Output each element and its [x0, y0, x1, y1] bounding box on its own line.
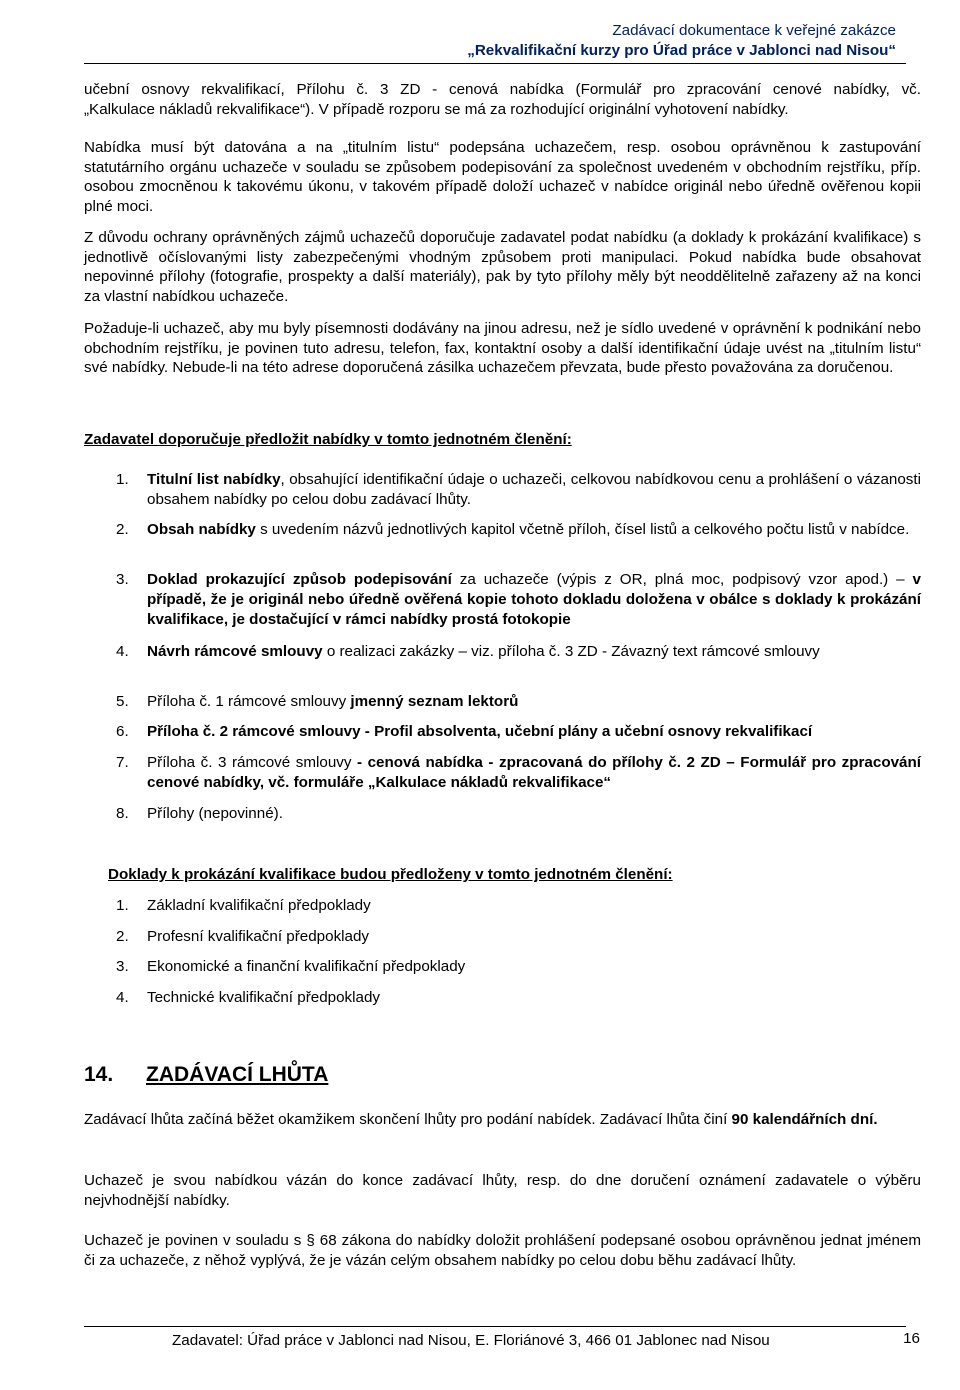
- footer-divider: [84, 1326, 906, 1327]
- paragraph-text: Z důvodu ochrany oprávněných zájmů uchazečů doporučuje zadavatel podat nabídku (a doklady k prokázání kvalifikace) s jednotlivě očíslovanými listy zabezpečenými vhodným způsobem proti manipulaci. Pokud nabídka bude obsahovat nepovinné přílohy (fotografie, prospekty a další materiály), pak by tyto přílohy měly být neoddělitelně zařazeny až na konci za vlastní nabídkou uchazeče.: [84, 229, 921, 305]
- list-number: 5.: [116, 693, 129, 710]
- list-item: [116, 642, 921, 662]
- list-bold-text: jmenný seznam lektorů: [350, 693, 519, 710]
- list-number: 1.: [116, 471, 129, 488]
- list-bold-text: Příloha č. 2 rámcové smlouvy - Profil absolventa, učební plány a učební osnovy rekvalifikací: [147, 723, 813, 740]
- paragraph-text: Uchazeč je svou nabídkou vázán do konce zadávací lhůty, resp. do dne doručení oznámení zadavatele o výběru nejvhodnější nabídky.: [84, 1172, 921, 1209]
- list-item: [116, 570, 921, 630]
- list-text: za uchazeče (výpis z OR, plná moc, podpisový vzor apod.) –: [451, 571, 913, 588]
- list-number: 8.: [116, 805, 129, 822]
- paragraph-bold-text: 90 kalendářních dní.: [731, 1111, 878, 1128]
- chapter-heading: [84, 1061, 328, 1089]
- list-text: s uvedením názvů jednotlivých kapitol včetně příloh, čísel listů a celkového počtu listů v nabídce.: [255, 521, 910, 538]
- list-text: Ekonomické a finanční kvalifikační předpoklady: [147, 958, 466, 975]
- list-bold-text: v případě, že je originál nebo úředně ověřená kopie tohoto dokladu doložena v obálce s doklady k prokázání kvalifikace, je dostačující v rámci nabídky prostá fotokopie: [147, 571, 921, 628]
- footer-text: Zadavatel: Úřad práce v Jablonci nad Nisou, E. Floriánové 3, 466 01 Jablonec nad Nisou: [172, 1332, 770, 1349]
- paragraph-signature: [84, 138, 921, 216]
- list-number: 2.: [116, 521, 129, 538]
- section-heading-offer-structure: Zadavatel doporučuje předložit nabídky v tomto jednotném členění:: [84, 431, 572, 448]
- list-text: , obsahující identifikační údaje o uchazeči, celkovou nabídkovou cenu a prohlášení o vázanosti obsahem nabídky po celou dobu zadávací lhůty.: [147, 471, 921, 508]
- paragraph-protection: [84, 228, 921, 306]
- list-number: 4.: [116, 643, 129, 660]
- paragraph-line: „Kalkulace nákladů rekvalifikace“). V případě rozporu se má za rozhodující originální vyhotovení nabídky.: [84, 100, 789, 118]
- paragraph-binding: [84, 1171, 921, 1210]
- list-bold-text: Titulní list nabídky: [147, 471, 281, 488]
- paragraph-text: Nabídka musí být datována a na „titulním listu“ podepsána uchazečem, resp. osobou oprávněnou k zastupování statutárního orgánu uchazeče v souladu se způsobem podepisování za společnost uvedeném v obchodním rejstříku, příp. osobou zmocněnou k takovému úkonu, v takovém případě doloží uchazeč v nabídce originál nebo úředně ověřenou kopii plné moci.: [84, 139, 921, 215]
- list-item: [116, 957, 921, 977]
- list-bold-text: - cenová nabídka - zpracovaná do přílohy č. 2 ZD – Formulář pro zpracování cenové nabídky, vč. formuláře „Kalkulace nákladů rekvalifikace“: [147, 754, 921, 791]
- list-number: 3.: [116, 958, 129, 975]
- list-number: 7.: [116, 754, 129, 771]
- page-number: 16: [903, 1330, 920, 1347]
- list-text: Technické kvalifikační předpoklady: [147, 989, 380, 1006]
- paragraph-continuation: [84, 80, 921, 119]
- list-text: Přílohy (nepovinné).: [147, 805, 283, 822]
- list-item: [116, 470, 921, 510]
- list-number: 2.: [116, 928, 129, 945]
- paragraph-address: [84, 319, 921, 378]
- page-header: [467, 21, 896, 61]
- list-text: Příloha č. 3 rámcové smlouvy: [147, 754, 357, 771]
- list-item: [116, 896, 921, 916]
- list-item: [116, 520, 921, 540]
- list-item: [116, 988, 921, 1008]
- list-item: [116, 753, 921, 793]
- list-text: o realizaci zakázky – viz. příloha č. 3 ZD - Závazný text rámcové smlouvy: [322, 643, 820, 660]
- list-item: [116, 927, 921, 947]
- list-bold-text: Obsah nabídky: [147, 521, 256, 538]
- paragraph-declaration: [84, 1231, 921, 1270]
- list-item: [116, 692, 921, 712]
- header-subtitle: „Rekvalifikační kurzy pro Úřad práce v Jablonci nad Nisou“: [467, 42, 896, 59]
- list-text: Příloha č. 1 rámcové smlouvy: [147, 693, 351, 710]
- header-title: Zadávací dokumentace k veřejné zakázce: [612, 22, 896, 39]
- section-heading-qualification: Doklady k prokázání kvalifikace budou předloženy v tomto jednotném členění:: [108, 866, 673, 883]
- header-divider: [84, 63, 906, 64]
- list-number: 4.: [116, 989, 129, 1006]
- list-number: 1.: [116, 897, 129, 914]
- list-bold-text: Návrh rámcové smlouvy: [147, 643, 323, 660]
- paragraph-text: Uchazeč je povinen v souladu s § 68 zákona do nabídky doložit prohlášení podepsané osobou oprávněnou jednat jménem či za uchazeče, z něhož vyplývá, že je vázán celým obsahem nabídky po celou dobu běhu zadávací lhůty.: [84, 1232, 921, 1269]
- list-number: 3.: [116, 571, 129, 588]
- paragraph-text: Zadávací lhůta začíná běžet okamžikem skončení lhůty pro podání nabídek. Zadávací lhůta činí: [84, 1111, 732, 1128]
- paragraph-text: Požaduje-li uchazeč, aby mu byly písemnosti dodávány na jinou adresu, než je sídlo uvedené v oprávnění k podnikání nebo obchodním rejstříku, je povinen tuto adresu, telefon, fax, kontaktní osoby a další identifikační údaje uvést na „titulním listu“ své nabídky. Nebude-li na této adrese doporučená zásilka uchazečem převzata, bude přesto považována za doručenou.: [84, 320, 921, 377]
- list-item: [116, 722, 921, 742]
- list-item: [116, 804, 921, 824]
- list-text: Základní kvalifikační předpoklady: [147, 897, 371, 914]
- chapter-title: ZADÁVACÍ LHŮTA: [146, 1063, 329, 1086]
- chapter-number: 14.: [84, 1063, 114, 1086]
- list-bold-text: Doklad prokazující způsob podepisování: [147, 571, 452, 588]
- list-text: Profesní kvalifikační předpoklady: [147, 928, 370, 945]
- paragraph-line: učební osnovy rekvalifikací, Přílohu č. 3 ZD - cenová nabídka (Formulář pro zpracování cenové nabídky, vč.: [84, 81, 921, 98]
- list-number: 6.: [116, 723, 129, 740]
- paragraph-tender-period: [84, 1110, 921, 1130]
